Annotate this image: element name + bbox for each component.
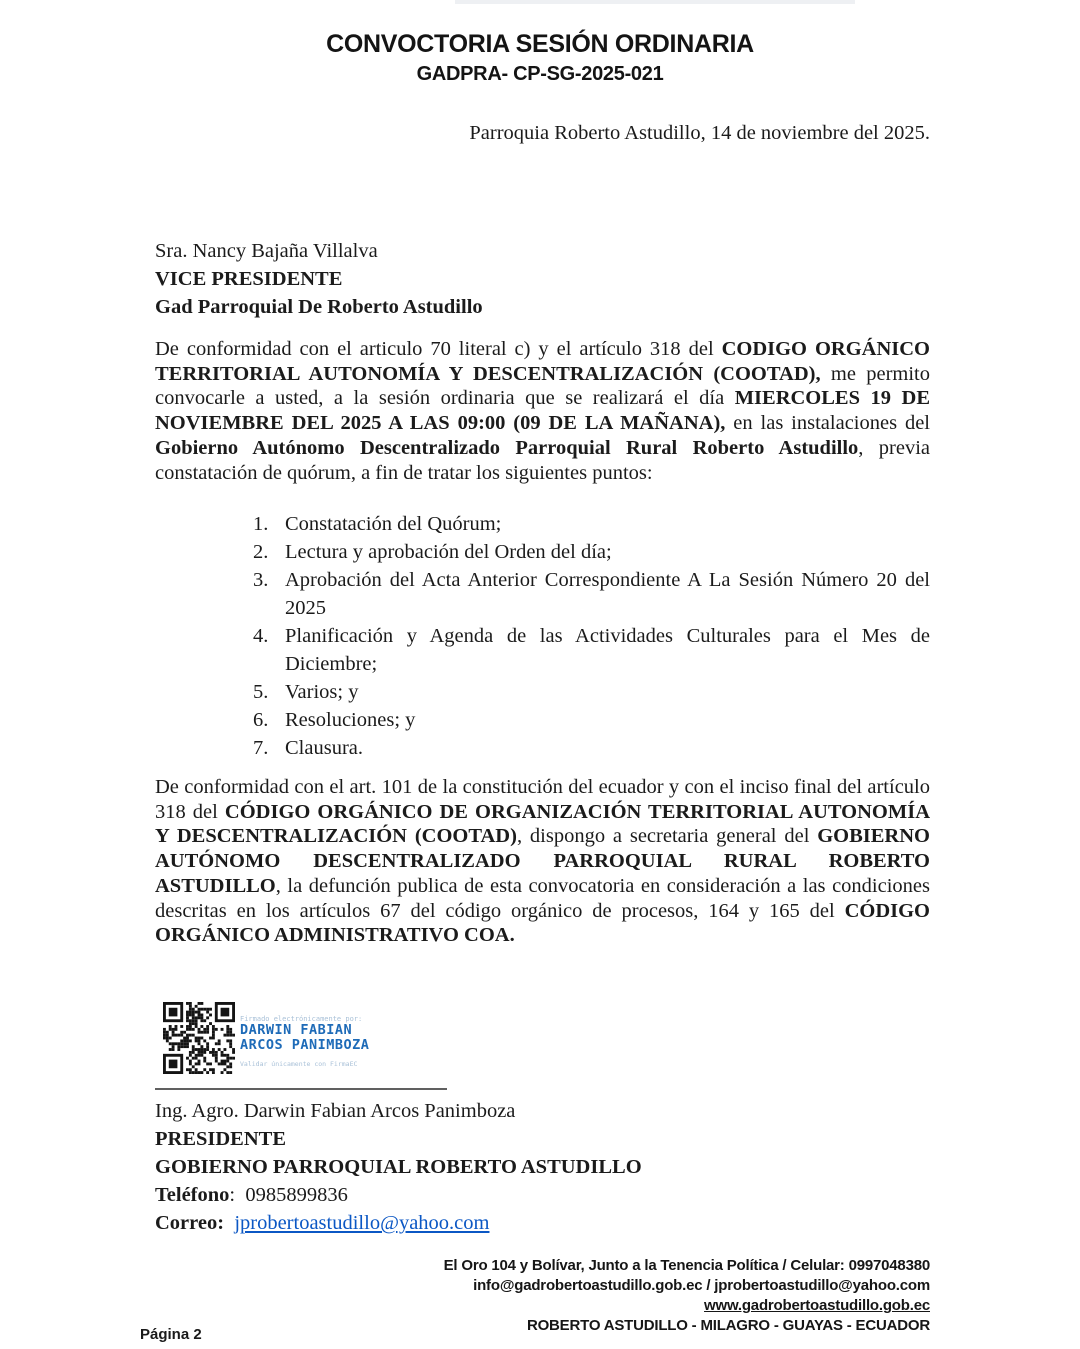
- footer-emails-line: info@gadrobertoastudillo.gob.ec / jprobertoastudillo@yahoo.com: [473, 1277, 930, 1294]
- document-dateline: Parroquia Roberto Astudillo, 14 de noviembre del 2025.: [469, 122, 930, 144]
- document-reference-number: GADPRA- CP-SG-2025-021: [416, 63, 664, 85]
- agenda-list: [155, 510, 930, 762]
- agenda-item-number: 6.: [253, 709, 269, 731]
- stamp-validation-note: Validar únicamente con FirmaEC: [240, 1060, 358, 1068]
- email-label: Correo:: [155, 1212, 225, 1234]
- digital-signature-stamp: [163, 1002, 369, 1074]
- agenda-item-number: 4.: [253, 625, 269, 647]
- signer-email-line: [155, 1209, 930, 1237]
- stamp-signer-name-line2: ARCOS PANIMBOZA: [240, 1037, 370, 1053]
- footer-address-line: El Oro 104 y Bolívar, Junto a la Tenencia Política / Celular: 0997048380: [443, 1257, 930, 1274]
- signer-entity: GOBIERNO PARROQUIAL ROBERTO ASTUDILLO: [155, 1156, 642, 1178]
- recipient-role: VICE PRESIDENTE: [155, 268, 343, 290]
- stamp-signed-by-label: Firmado electrónicamente por:: [240, 1015, 363, 1023]
- agenda-item: [155, 678, 930, 706]
- agenda-item-text: Clausura.: [285, 737, 363, 759]
- signature-line: [155, 1076, 447, 1090]
- stamp-text: [240, 1002, 369, 1074]
- footer-website-link[interactable]: www.gadrobertoastudillo.gob.ec: [704, 1297, 930, 1314]
- agenda-item: [155, 510, 930, 538]
- agenda-item-number: 7.: [253, 737, 269, 759]
- footer-location-line: ROBERTO ASTUDILLO - MILAGRO - GUAYAS - ECUADOR: [526, 1317, 930, 1334]
- phone-number: 0985899836: [245, 1184, 348, 1206]
- agenda-item: [155, 622, 930, 678]
- phone-label: Teléfono: [155, 1184, 230, 1206]
- body-paragraph-1: De conformidad con el articulo 70 literal c) y el artículo 318 del CODIGO ORGÁNICO TERRITORIAL AUTONOMÍA Y DESCENTRALIZACIÓN (COOTAD), me permito convocarle a usted, a la sesión ordinaria que se realizará el día MIERCOLES 19 DE NOVIEMBRE DEL 2025 A LAS 09:00 (09 DE LA MAÑANA), en las instalaciones del Gobierno Autónomo Descentralizado Parroquial Rural Roberto Astudillo, previa constatación de quórum, a fin de tratar los siguientes puntos:: [155, 338, 930, 484]
- document-title: CONVOCTORIA SESIÓN ORDINARIA: [326, 30, 754, 58]
- signature-block: [155, 1097, 930, 1237]
- recipient-block: [155, 237, 930, 321]
- agenda-item-number: 1.: [253, 513, 269, 535]
- agenda-item: [155, 566, 930, 622]
- agenda-item: [155, 706, 930, 734]
- recipient-entity: Gad Parroquial De Roberto Astudillo: [155, 296, 483, 318]
- page-footer: [155, 1256, 930, 1336]
- phone-separator: :: [229, 1184, 246, 1206]
- agenda-item-text: Constatación del Quórum;: [285, 513, 502, 535]
- agenda-item-text: Resoluciones; y: [285, 709, 416, 731]
- agenda-item: [155, 538, 930, 566]
- stamp-signer-name-line1: DARWIN FABIAN: [240, 1022, 353, 1038]
- email-link[interactable]: jprobertoastudillo@yahoo.com: [234, 1212, 490, 1234]
- page-top-shadow: [455, 0, 855, 4]
- agenda-item: [155, 734, 930, 762]
- agenda-item-text: Aprobación del Acta Anterior Correspondiente A La Sesión Número 20 del 2025: [285, 569, 930, 619]
- signer-name: Ing. Agro. Darwin Fabian Arcos Panimboza: [155, 1100, 516, 1122]
- recipient-name: Sra. Nancy Bajaña Villalva: [155, 240, 378, 262]
- agenda-item-text: Lectura y aprobación del Orden del día;: [285, 541, 612, 563]
- agenda-item-number: 5.: [253, 681, 269, 703]
- signer-phone-line: [155, 1181, 930, 1209]
- page-number: Página 2: [140, 1326, 202, 1343]
- agenda-item-text: Varios; y: [285, 681, 359, 703]
- agenda-item-number: 3.: [253, 569, 269, 591]
- signer-role: PRESIDENTE: [155, 1128, 287, 1150]
- agenda-item-number: 2.: [253, 541, 269, 563]
- qr-code: [163, 1002, 235, 1074]
- agenda-item-text: Planificación y Agenda de las Actividades Culturales para el Mes de Diciembre;: [285, 625, 930, 675]
- body-paragraph-2: De conformidad con el art. 101 de la constitución del ecuador y con el inciso final del artículo 318 del CÓDIGO ORGÁNICO DE ORGANIZACIÓN TERRITORIAL AUTONOMÍA Y DESCENTRALIZACIÓN (COOTAD), dispongo a secretaria general del GOBIERNO AUTÓNOMO DESCENTRALIZADO PARROQUIAL RURAL ROBERTO ASTUDILLO, la defunción publica de esta convocatoria en consideración a las condiciones descritas en los artículos 67 del código orgánico de procesos, 164 y 165 del CÓDIGO ORGÁNICO ADMINISTRATIVO COA.: [155, 776, 930, 947]
